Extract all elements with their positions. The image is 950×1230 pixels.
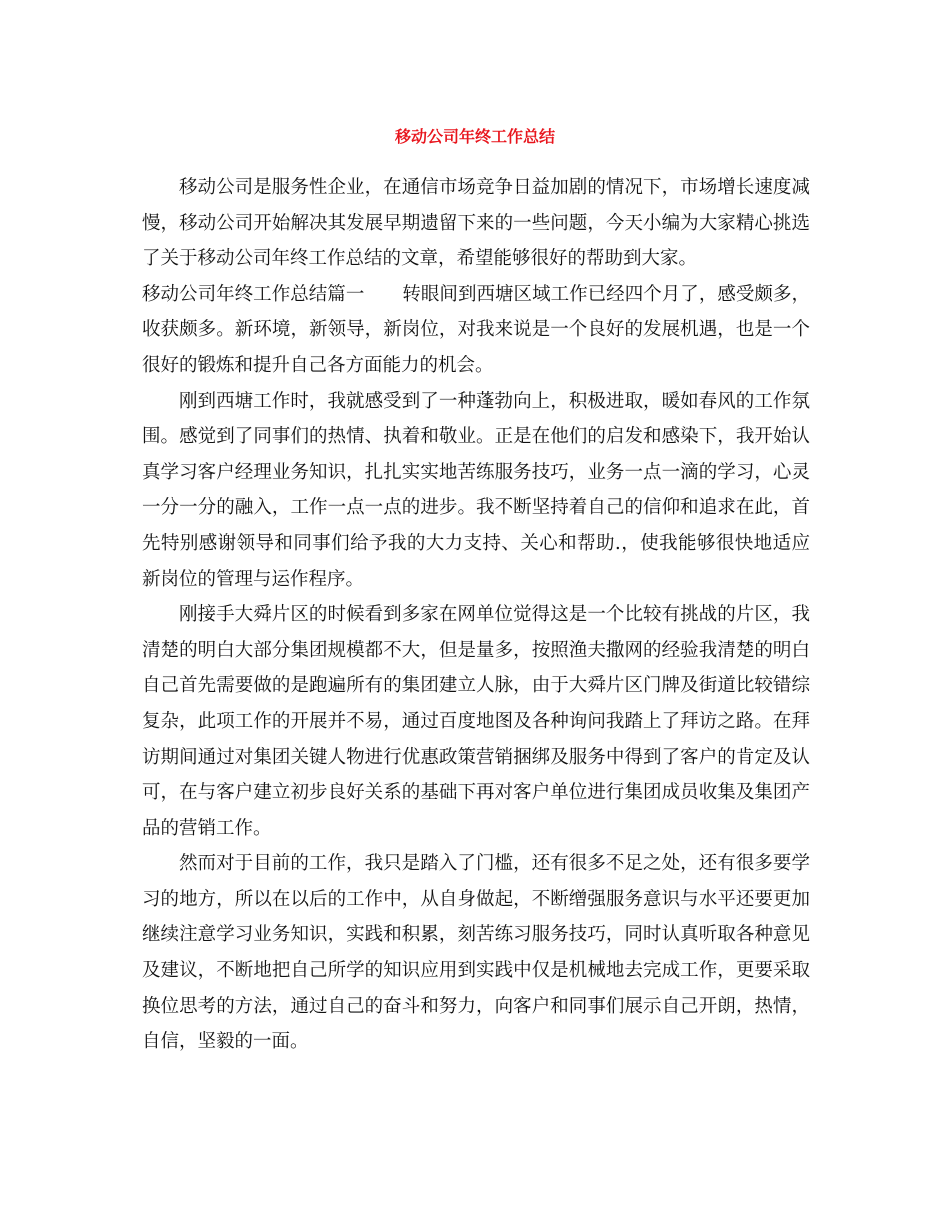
section-heading: 移动公司年终工作总结篇一 [142, 283, 365, 305]
document-body [142, 170, 810, 1060]
body-paragraph: 刚到西塘工作时，我就感受到了一种蓬勃向上，积极进取，暖如春风的工作氛围。感觉到了同事们的热情、执着和敬业。正是在他们的启发和感染下，我开始认真学习客户经理业务知识，扎扎实实地苦练服务技巧，业务一点一滴的学习，心灵一分一分的融入，工作一点一点的进步。我不断坚持着自己的信仰和追求在此，首先特别感谢领导和同事们给予我的大力支持、关心和帮助.，使我能够很快地适应新岗位的管理与运作程序。 [142, 390, 810, 590]
document-title: 移动公司年终工作总结 [394, 127, 555, 146]
intro-paragraph: 移动公司是服务性企业，在通信市场竞争日益加剧的情况下，市场增长速度减慢，移动公司开始解决其发展早期遗留下来的一些问题，今天小编为大家精心挑选了关于移动公司年终工作总结的文章，希望能够很好的帮助到大家。 [142, 177, 810, 270]
section-one-paragraph [142, 277, 810, 384]
body-paragraph: 然而对于目前的工作，我只是踏入了门槛，还有很多不足之处，还有很多要学习的地方，所以在以后的工作中，从自身做起，不断缯强服务意识与水平还要更加继续注意学习业务知识，实践和积累，刻苦练习服务技巧，同时认真听取各种意见及建议，不断地把自己所学的知识应用到实践中仅是机械地去完成工作，更要采取换位思考的方法，通过自己的奋斗和努力，向客户和同事们展示自己开朗，热情，自信，坚毅的一面。 [142, 853, 810, 1053]
body-paragraph: 刚接手大舜片区的时候看到多家在网单位觉得这是一个比较有挑战的片区，我清楚的明白大部分集团规模都不大，但是量多，按照渔夫撒网的经验我清楚的明白自己首先需要做的是跑遍所有的集团建立人脉，由于大舜片区门牌及街道比较错综复杂，此项工作的开展并不易，通过百度地图及各种询问我踏上了拜访之路。在拜访期间通过对集团关键人物进行优惠政策营销捆绑及服务中得到了客户的肯定及认可，在与客户建立初步良好关系的基础下再对客户单位进行集团成员收集及集团产品的营销工作。 [142, 604, 810, 839]
section-first-text: 转眼间到西塘区域工作已经四个月了，感受颇多，收获颇多。新环境，新领导，新岗位，对我来说是一个良好的发展机遇，也是一个很好的锻炼和提升自己各方面能力的机会。 [142, 283, 810, 376]
